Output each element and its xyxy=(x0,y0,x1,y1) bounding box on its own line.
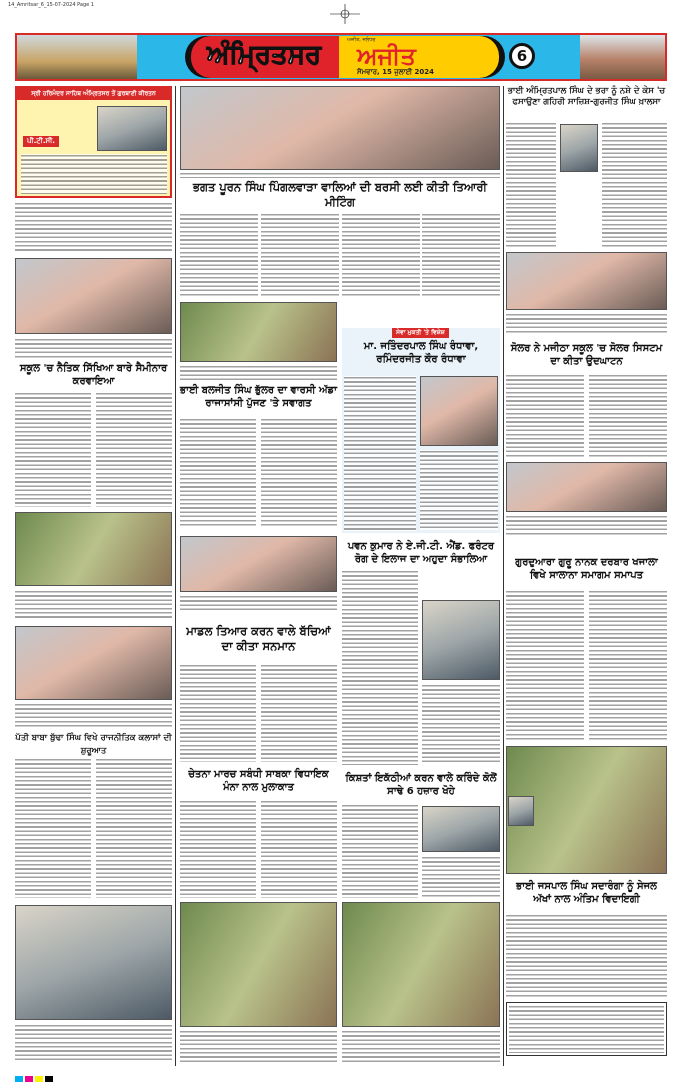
inauguration-photo xyxy=(506,462,667,512)
headline-baljit: ਭਾਈ ਬਲਜੀਤ ਸਿੰਘ ਭੁੱਲਰ ਦਾ ਵਾਰਸੀ ਅੱਡਾ ਰਾਜਾਸਾਂਸੀ ਪੁੱਜਣ 'ਤੇ ਸਵਾਗਤ xyxy=(180,385,337,409)
photo-caption xyxy=(180,365,337,381)
print-slug: 14_Amritsar_6_15-07-2024 Page 1 xyxy=(8,2,94,8)
headline-solar: ਸੋਲਰ ਨੇ ਮਜੀਠਾ ਸਕੂਲ 'ਚ ਸੋਲਰ ਸਿਸਟਮ ਦਾ ਕੀਤਾ ਉਦਘਾਟਨ xyxy=(510,343,663,367)
registration-mark-icon xyxy=(330,4,360,24)
photo-caption xyxy=(342,1030,500,1062)
article-text xyxy=(506,590,584,740)
article-text xyxy=(342,570,418,765)
victim-photo xyxy=(422,806,500,852)
color-bar xyxy=(0,1076,677,1086)
photo-caption xyxy=(506,515,667,535)
article-text xyxy=(261,664,337,762)
couple-photo xyxy=(420,376,498,446)
issue-date: ਸੋਮਵਾਰ, 15 ਜੁਲਾਈ 2024 xyxy=(357,68,434,76)
headline-kishtan: ਕਿਸ਼ਤਾਂ ਇਕੱਠੀਆਂ ਕਰਨ ਵਾਲੇ ਕਰਿੰਦੇ ਕੋਲੋਂ ਸਾਢੇ 6 ਹਜ਼ਾਰ ਖੋਹੇ xyxy=(345,773,497,797)
article-text xyxy=(96,758,172,898)
article-text xyxy=(261,800,337,898)
tree-plantation-photo xyxy=(180,902,337,1027)
welcome-photo xyxy=(180,302,337,362)
building-photo xyxy=(15,905,172,1020)
article-text xyxy=(506,374,584,459)
photo-caption xyxy=(15,338,172,358)
ad-badge: ਪੀ.ਟੀ.ਸੀ. xyxy=(23,136,59,147)
kirtan-ad xyxy=(15,86,172,198)
masthead-logo xyxy=(185,36,505,78)
photo-caption xyxy=(15,590,172,618)
lead-headline: ਭਗਤ ਪੂਰਨ ਸਿੰਘ ਪਿੰਗਲਵਾੜਾ ਵਾਲਿਆਂ ਦੀ ਬਰਸੀ ਲਈ ਕੀਤੀ ਤਿਆਰੀ ਮੀਟਿੰਗ xyxy=(192,180,488,209)
imprint-box xyxy=(506,1002,667,1056)
headline-gurdwara: ਗੁਰਦੁਆਰਾ ਗੁਰੂ ਨਾਨਕ ਦਰਬਾਰ ਖਜਾਲਾ ਵਿਖੇ ਸਾਲਾਨਾ ਸਮਾਗਮ ਸਮਾਪਤ xyxy=(515,557,658,581)
article-text xyxy=(342,213,420,298)
headline-chetna: ਚੇਤਨਾ ਮਾਰਚ ਸਬੰਧੀ ਸਾਬਕਾ ਵਿਧਾਇਕ ਮੰਨਾ ਨਾਲ ਮੁਲਾਕਾਤ xyxy=(188,769,329,793)
ad-title: ਸ੍ਰੀ ਹਰਿਮੰਦਰ ਸਾਹਿਬ ਅੰਮ੍ਰਿਤਸਰ ਤੋਂ ਗੁਰਬਾਣੀ ਕੀਰਤਨ xyxy=(17,88,170,100)
photo-caption xyxy=(15,1024,172,1060)
heritage-tower-photo xyxy=(580,35,665,79)
headline-jaspal: ਭਾਈ ਜਸਪਾਲ ਸਿੰਘ ਸਦਾਰੰਗਾ ਨੂੰ ਸੇਜਲ ਅੱਖਾਂ ਨਾਲ ਅੰਤਿਮ ਵਿਦਾਇਗੀ xyxy=(516,881,657,905)
photo-caption xyxy=(180,172,500,178)
garden-photo xyxy=(342,902,500,1027)
article-text xyxy=(506,914,667,998)
article-text xyxy=(344,376,416,531)
article-text xyxy=(180,800,256,898)
inset-portrait xyxy=(508,796,534,826)
column-rule xyxy=(175,86,176,1066)
column-rule xyxy=(503,86,504,1066)
article-text xyxy=(589,590,667,740)
page-number: 6 xyxy=(509,43,535,69)
article-text xyxy=(180,418,256,528)
meeting-photo xyxy=(180,86,500,170)
headline-model: ਮਾਡਲ ਤਿਆਰ ਕਰਨ ਵਾਲੇ ਬੱਚਿਆਂ ਦਾ ਕੀਤਾ ਸਨਮਾਨ xyxy=(186,624,331,653)
protest-photo xyxy=(506,252,667,310)
notice-text xyxy=(15,202,172,252)
article-text xyxy=(180,664,256,762)
article-text xyxy=(96,392,172,507)
article-text xyxy=(422,213,500,298)
photo-caption xyxy=(180,1030,337,1062)
students-photo xyxy=(180,536,337,592)
article-text xyxy=(15,392,91,507)
article-text xyxy=(422,856,500,898)
ad-text xyxy=(21,154,167,194)
photo-caption xyxy=(180,595,337,611)
headline-seminar: ਸਕੂਲ 'ਚ ਨੈਤਿਕ ਸਿੱਖਿਆ ਬਾਰੇ ਸੈਮੀਨਾਰ ਕਰਵਾਇਆ xyxy=(19,363,168,387)
article-text xyxy=(506,122,556,247)
feature-kicker: ਸੇਵਾ ਮੁਕਤੀ 'ਤੇ ਵਿਸ਼ੇਸ਼ xyxy=(392,328,449,338)
article-text xyxy=(15,758,91,898)
headline-political-classes: ਪੱਤੀ ਬਾਬਾ ਬੁੱਢਾ ਸਿੰਘ ਵਿਖੇ ਰਾਜਨੀਤਿਕ ਕਲਾਸਾਂ ਦੀ ਸ਼ੁਰੂਆਤ xyxy=(15,733,172,756)
photo-caption xyxy=(506,313,667,335)
headline-amritpal: ਭਾਈ ਅੰਮ੍ਰਿਤਪਾਲ ਸਿੰਘ ਦੇ ਭਰਾ ਨੂੰ ਨਸ਼ੇ ਦੇ ਕੇਸ 'ਚ ਫਸਾਉਣਾ ਗਹਿਰੀ ਸਾਜ਼ਿਸ਼-ਗੁਰਜੀਤ ਸਿੰਘ ਖ਼ਾਲਸਾ xyxy=(507,86,666,107)
article-text xyxy=(420,450,498,530)
group-photo xyxy=(15,626,172,700)
photo-caption xyxy=(15,703,172,727)
school-photo xyxy=(15,258,172,334)
article-text xyxy=(261,418,337,528)
imprint-text xyxy=(509,1005,664,1053)
masthead xyxy=(15,33,667,81)
pawan-photo xyxy=(422,600,500,680)
article-text xyxy=(422,684,500,764)
masthead-small-label: ਅਜੀਤ, ਜਲੰਧਰ xyxy=(347,37,376,43)
article-text xyxy=(180,213,258,298)
masthead-title-city: ਅੰਮ੍ਰਿਤਸਰ xyxy=(207,40,322,70)
ad-photo xyxy=(97,106,167,151)
golden-temple-photo xyxy=(17,35,137,79)
feature-headline: ਮਾ. ਜਤਿੰਦਰਪਾਲ ਸਿੰਘ ਰੰਧਾਵਾ, ਰਮਿੰਦਰਜੀਤ ਕੌਰ ਰੰਧਾਵਾ xyxy=(363,341,479,365)
article-text xyxy=(342,804,418,898)
plantation-photo xyxy=(15,512,172,586)
article-text xyxy=(602,122,667,247)
masthead-title-paper: ਅਜੀਤ xyxy=(357,42,416,70)
article-text xyxy=(261,213,339,298)
retirement-feature xyxy=(342,328,500,533)
portrait-photo xyxy=(560,124,598,172)
headline-pawan: ਪਵਨ ਕੁਮਾਰ ਨੇ ਏ.ਜੀ.ਟੀ. ਐਂਡ. ਫਰੰਟਰ ਰੋਗ ਦੇ ਇਲਾਜ ਦਾ ਅਹੁਦਾ ਸੰਭਾਲਿਆ xyxy=(347,541,495,565)
article-text xyxy=(589,374,667,459)
